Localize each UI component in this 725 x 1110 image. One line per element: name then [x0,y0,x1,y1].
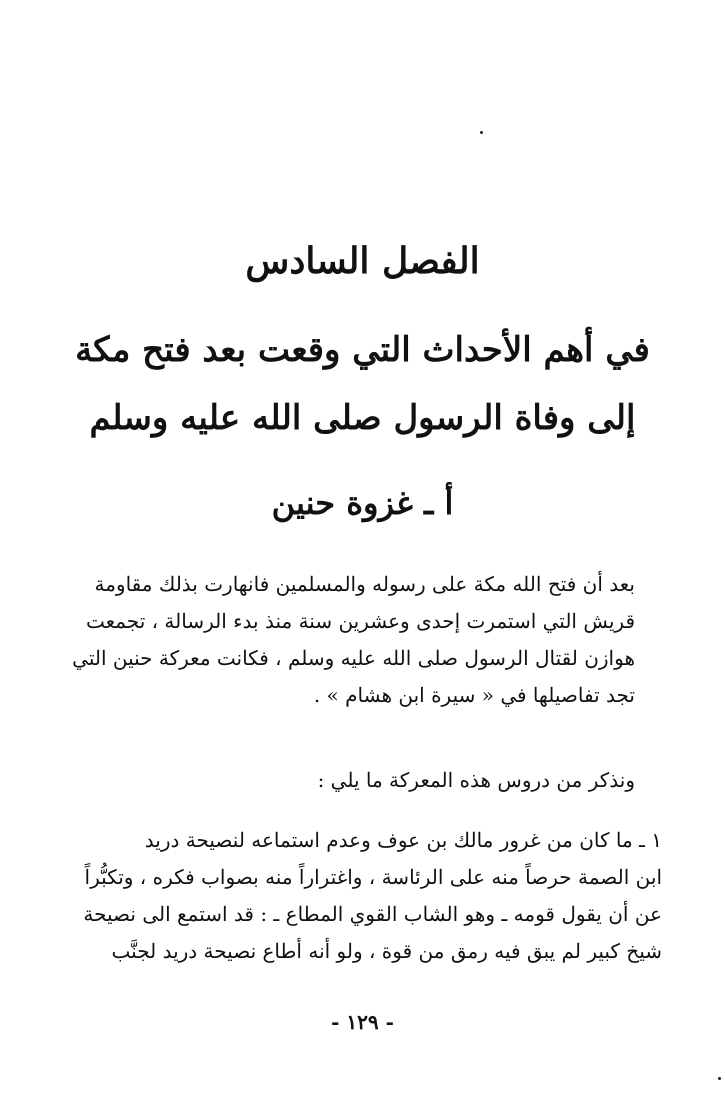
text-line: عن أن يقول قومه ـ وهو الشاب القوي المطاع ـ : قد استمع الى نصيحة [83,902,662,926]
text-line: ١ ـ ما كان من غرور مالك بن عوف وعدم استماعه لنصيحة دريد [144,828,662,852]
text-line: بعد أن فتح الله مكة على رسوله والمسلمين فانهارت بذلك مقاومة [94,572,635,596]
chapter-subtitle-line-2: إلى وفاة الرسول صلى الله عليه وسلم [89,398,636,438]
chapter-subtitle-line-1: في أهم الأحداث التي وقعت بعد فتح مكة [75,330,650,370]
ink-speck [718,1077,721,1080]
text-line: ونذكر من دروس هذه المعركة ما يلي : [317,768,635,792]
text-line: قريش التي استمرت إحدى وعشرين سنة منذ بدء الرسالة ، تجمعت [85,609,635,633]
paragraph-lesson-1 [62,822,662,970]
paragraph-lessons-intro [65,762,635,799]
paragraph-intro [65,566,635,714]
chapter-title: الفصل السادس [245,240,480,282]
section-title: أ ـ غزوة حنين [271,484,454,522]
page-number: - ١٢٩ - [331,1010,394,1034]
text-line: تجد تفاصيلها في « سيرة ابن هشام » . [313,683,635,707]
text-line: شيخ كبير لم يبق فيه رمق من قوة ، ولو أنه أطاع نصيحة دريد لجنَّب [111,939,662,963]
text-line: ابن الصمة حرصاً منه على الرئاسة ، واغتراراً منه بصواب فكره ، وتكبُّراً [84,865,662,889]
ink-speck [480,131,483,134]
text-line: هوازن لقتال الرسول صلى الله عليه وسلم ، فكانت معركة حنين التي [72,646,635,670]
